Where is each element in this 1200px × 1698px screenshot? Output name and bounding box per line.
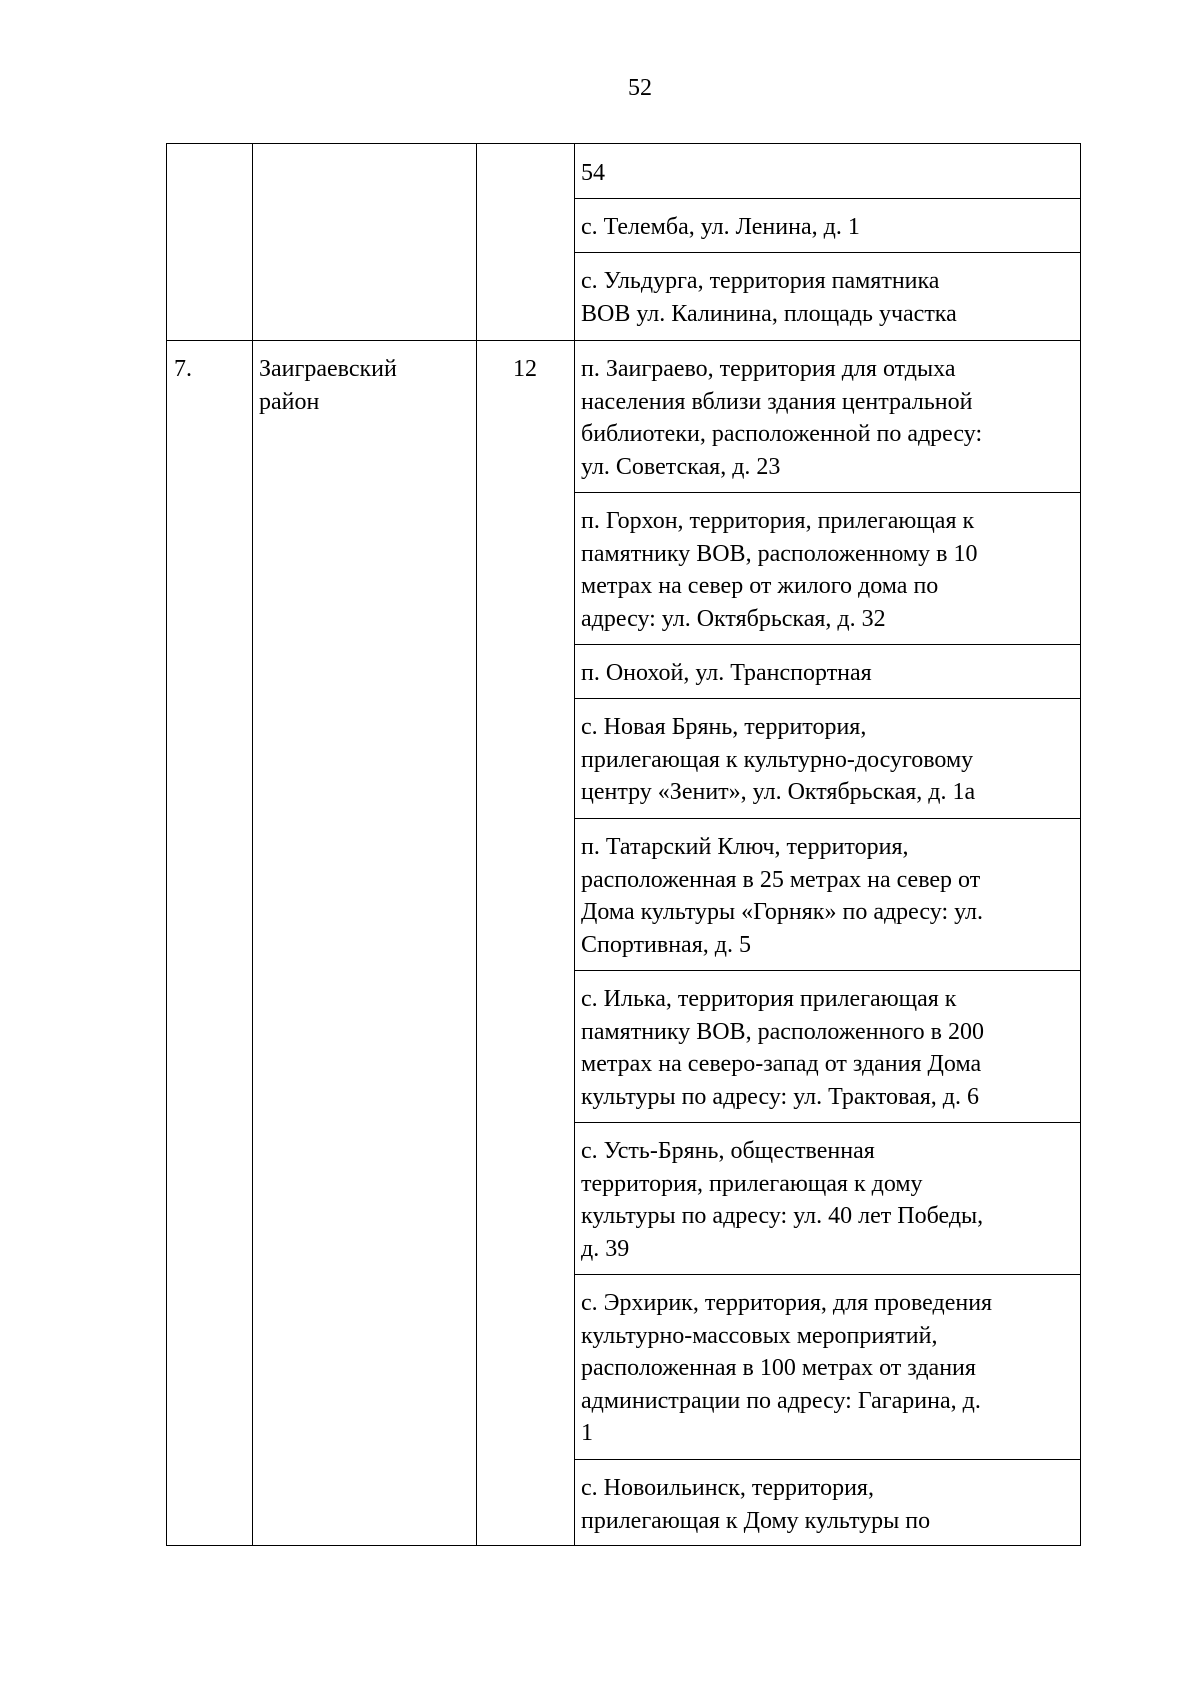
row-divider: [574, 1274, 1081, 1275]
location-text-line: метрах на север от жилого дома по: [581, 573, 939, 599]
location-cell: [581, 711, 1081, 809]
location-text-line: п. Заиграево, территория для отдыха: [581, 356, 956, 382]
column-divider: [252, 143, 253, 1545]
location-text-line: д. 39: [581, 1235, 630, 1262]
row-divider: [574, 492, 1081, 493]
location-text-line: с. Усть-Брянь, общественная: [581, 1138, 875, 1164]
location-text-line: 1: [581, 1420, 593, 1446]
location-text-line: Спортивная, д. 5: [581, 931, 751, 958]
location-text-line: метрах на северо-запад от здания Дома: [581, 1051, 982, 1077]
location-text-line: 54: [581, 160, 605, 186]
location-text-line: библиотеки, расположенной по адресу:: [581, 421, 983, 447]
location-text-line: расположенная в 100 метрах от здания: [581, 1355, 976, 1381]
location-cell: [581, 353, 1081, 483]
row-divider: [574, 252, 1081, 253]
location-text-line: культуры по адресу: ул. 40 лет Победы,: [581, 1203, 984, 1229]
row-divider: [574, 698, 1081, 699]
district-name-line: Заиграевский: [259, 356, 397, 382]
location-text-line: ВОВ ул. Калинина, площадь участка: [581, 300, 957, 327]
location-text-line: п. Горхон, территория, прилегающая к: [581, 508, 975, 534]
district-name-line: район: [259, 388, 320, 415]
row-divider: [166, 340, 1081, 341]
location-text-line: с. Телемба, ул. Ленина, д. 1: [581, 214, 860, 240]
row-divider: [574, 198, 1081, 199]
location-text-line: п. Онохой, ул. Транспортная: [581, 660, 872, 686]
row-divider: [574, 644, 1081, 645]
page-number: 52: [628, 75, 652, 101]
location-text-line: памятнику ВОВ, расположенному в 10: [581, 540, 978, 567]
location-text-line: с. Новоильинск, территория,: [581, 1475, 874, 1501]
location-text-line: адресу: ул. Октябрьская, д. 32: [581, 605, 886, 632]
district-name: [259, 353, 397, 418]
location-text-line: памятнику ВОВ, расположенного в 200: [581, 1018, 984, 1045]
row-number: 7.: [174, 356, 192, 382]
column-divider: [574, 143, 575, 1545]
location-text-line: Дома культуры «Горняк» по адресу: ул.: [581, 899, 984, 925]
location-cell: [581, 157, 1081, 190]
location-text-line: культуры по адресу: ул. Трактовая, д. 6: [581, 1083, 979, 1110]
table-border-bottom: [166, 1545, 1081, 1546]
location-text-line: прилегающая к культурно-досуговому: [581, 746, 974, 773]
row-divider: [574, 1122, 1081, 1123]
location-cell: [581, 983, 1081, 1113]
location-text-line: центру «Зенит», ул. Октябрьская, д. 1а: [581, 779, 976, 805]
location-text-line: с. Ульдурга, территория памятника: [581, 268, 940, 294]
location-text-line: п. Татарский Ключ, территория,: [581, 834, 909, 860]
location-cell: [581, 505, 1081, 635]
location-cell: [581, 657, 1081, 690]
row-divider: [574, 970, 1081, 971]
location-text-line: расположенная в 25 метрах на север от: [581, 866, 981, 893]
location-text-line: прилегающая к Дому культуры по: [581, 1507, 931, 1534]
location-text-line: с. Эрхирик, территория, для проведения: [581, 1290, 993, 1316]
location-cell: [581, 1472, 1081, 1537]
location-text-line: ул. Советская, д. 23: [581, 453, 781, 480]
location-text-line: администрации по адресу: Гагарина, д.: [581, 1387, 981, 1414]
location-text-line: территория, прилегающая к дому: [581, 1170, 923, 1197]
location-cell: [581, 1135, 1081, 1265]
location-cell: [581, 265, 1081, 330]
row-divider: [574, 1459, 1081, 1460]
row-divider: [574, 818, 1081, 819]
location-count: 12: [513, 356, 537, 382]
location-text-line: с. Новая Брянь, территория,: [581, 714, 867, 740]
location-text-line: культурно-массовых мероприятий,: [581, 1322, 938, 1349]
location-cell: [581, 831, 1081, 961]
location-text-line: с. Илька, территория прилегающая к: [581, 986, 957, 1012]
location-text-line: населения вблизи здания центральной: [581, 388, 973, 415]
location-cell: [581, 1287, 1081, 1450]
table-border-top: [166, 143, 1081, 144]
location-cell: [581, 211, 1081, 244]
table-border-left: [166, 143, 167, 1545]
